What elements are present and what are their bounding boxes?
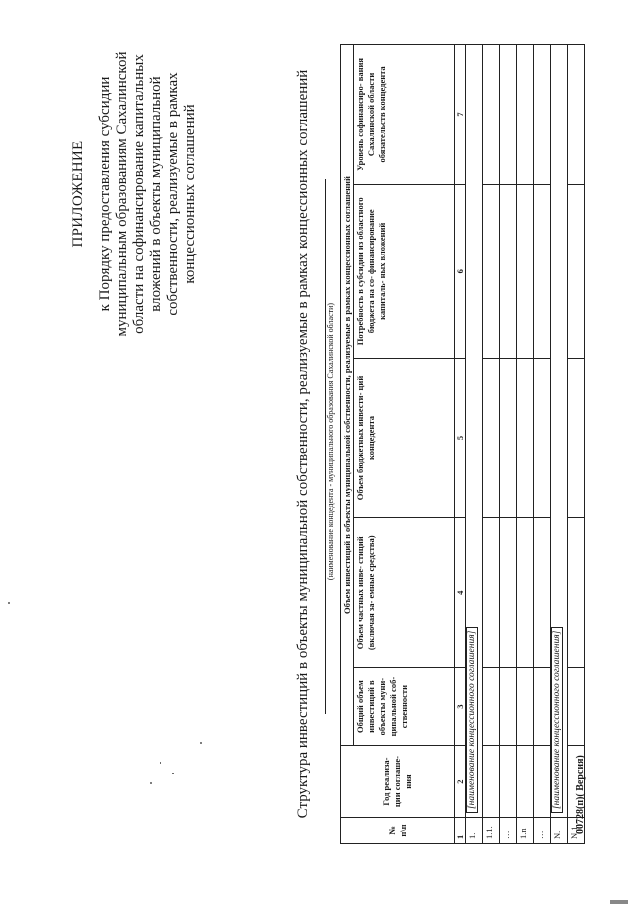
agreement-name-cell bbox=[551, 45, 568, 818]
investment-structure-table bbox=[340, 44, 585, 844]
table-cell bbox=[568, 668, 585, 746]
column-number: 3 bbox=[455, 668, 466, 746]
table-cell bbox=[534, 668, 551, 746]
concedent-name-line bbox=[325, 44, 335, 839]
row-number: N.1. bbox=[568, 818, 585, 844]
table-cell bbox=[500, 518, 517, 668]
table-cell bbox=[534, 358, 551, 518]
scan-speck bbox=[8, 602, 10, 604]
column-number: 2 bbox=[455, 746, 466, 818]
table-cell bbox=[568, 45, 585, 185]
table-cell bbox=[483, 668, 500, 746]
row-number: 1.1. bbox=[483, 818, 500, 844]
table-cell bbox=[517, 668, 534, 746]
agreement-name-cell bbox=[466, 45, 483, 818]
column-number: 7 bbox=[455, 45, 466, 185]
table-cell bbox=[483, 518, 500, 668]
scan-edge-line bbox=[610, 900, 628, 904]
appendix-line: муниципальным образованиям Сахалинской bbox=[114, 51, 130, 337]
header-budget: Объем бюджетных инвести- ций концедента bbox=[354, 358, 455, 518]
agreement-name-placeholder: [наименование концессионного соглашения] bbox=[466, 627, 478, 813]
table-cell bbox=[534, 184, 551, 358]
table-cell bbox=[483, 45, 500, 185]
table-row bbox=[500, 45, 517, 844]
appendix-line: вложений в объекты муниципальной bbox=[148, 76, 164, 312]
scan-speck bbox=[150, 782, 152, 784]
table-cell bbox=[483, 358, 500, 518]
table-row bbox=[483, 45, 500, 844]
footer-document-code: 00728(п)( Версия) bbox=[575, 755, 586, 834]
table-cell bbox=[568, 518, 585, 668]
row-number: … bbox=[534, 818, 551, 844]
column-number: 6 bbox=[455, 184, 466, 358]
header-num: № п\п bbox=[341, 818, 455, 844]
table-cell bbox=[534, 518, 551, 668]
table-cell bbox=[517, 184, 534, 358]
row-number: 1. bbox=[466, 818, 483, 844]
appendix-line: концессионных соглашений bbox=[182, 104, 198, 284]
row-number: … bbox=[500, 818, 517, 844]
column-number: 5 bbox=[455, 358, 466, 518]
table-cell bbox=[534, 45, 551, 185]
appendix-line: к Порядку предоставления субсидии bbox=[97, 76, 113, 312]
agreement-name-placeholder: [наименование концессионного соглашения] bbox=[551, 627, 563, 813]
scan-speck bbox=[160, 762, 161, 764]
table-cell bbox=[517, 45, 534, 185]
table-row bbox=[466, 45, 483, 844]
column-number: 4 bbox=[455, 518, 466, 668]
table-cell bbox=[517, 746, 534, 818]
header-total: Общий объем инвестиций в объекты муни- ципальной соб- ственности bbox=[354, 668, 455, 746]
table-cell bbox=[568, 358, 585, 518]
scan-speck bbox=[200, 742, 202, 744]
concedent-caption: (наименование концедента - муниципального образования Сахалинской области) bbox=[326, 302, 335, 581]
table-cell bbox=[483, 184, 500, 358]
table-cell bbox=[500, 45, 517, 185]
table-cell bbox=[500, 746, 517, 818]
column-number-row bbox=[455, 45, 466, 844]
table-row bbox=[517, 45, 534, 844]
appendix-line: собственности, реализуемые в рамках bbox=[165, 72, 181, 316]
row-number: 1.n bbox=[517, 818, 534, 844]
header-private: Объем частных инве- стиций (включая за- емные средства) bbox=[354, 518, 455, 668]
header-group: Объем инвестиций в объекты муниципальной собственности, реализуемые в рамках концессионных соглашений bbox=[341, 45, 354, 746]
document-title: Структура инвестиций в объекты муниципальной собственности, реализуемые в рамках концессионных соглашений bbox=[295, 69, 311, 819]
table-row bbox=[568, 45, 585, 844]
table-cell bbox=[568, 184, 585, 358]
row-number: N. bbox=[551, 818, 568, 844]
table-cell bbox=[517, 358, 534, 518]
appendix-header bbox=[70, 44, 199, 344]
appendix-line: области на софинансирование капитальных bbox=[131, 54, 147, 334]
table-cell bbox=[483, 746, 500, 818]
appendix-title: ПРИЛОЖЕНИЕ bbox=[70, 140, 86, 248]
header-level: Уровень софинансиро- вания Сахалинской области обязательств концедента bbox=[354, 45, 455, 185]
table-row bbox=[534, 45, 551, 844]
table-cell bbox=[534, 746, 551, 818]
column-number: 1 bbox=[455, 818, 466, 844]
table-cell bbox=[500, 668, 517, 746]
table-cell bbox=[500, 358, 517, 518]
table-cell bbox=[517, 518, 534, 668]
header-year: Год реализа- ции соглаше- ния bbox=[341, 746, 455, 818]
table-cell bbox=[500, 184, 517, 358]
scan-speck bbox=[172, 773, 174, 774]
investment-table-wrapper bbox=[340, 44, 585, 844]
header-need: Потребность в субсидии из областного бюджета на со- финансирование капиталь- ных вложений bbox=[354, 184, 455, 358]
table-row bbox=[551, 45, 568, 844]
